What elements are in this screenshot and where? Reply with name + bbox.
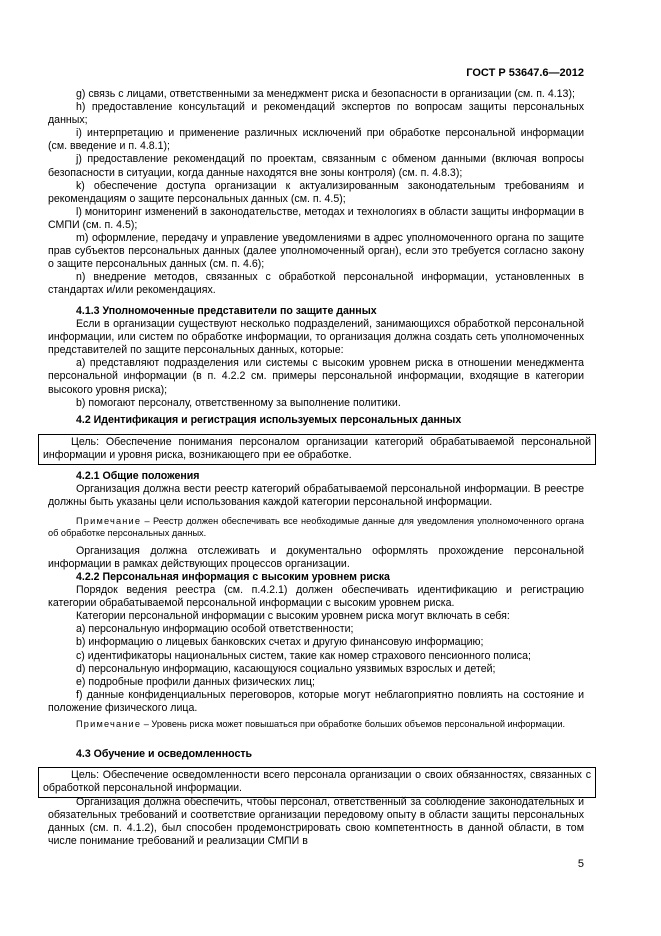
list-item-m: m) оформление, передачу и управление уведомлениями в адрес уполномоченного органа по защите прав субъектов персональных данных (далее уполномоченный орган), если это требуется согласно закону о защите персональных данных (см. п. 4.6); bbox=[48, 232, 584, 271]
section-4-1-3 bbox=[48, 305, 584, 410]
section-4-2-2-item-b: b) информацию о лицевых банковских счетах и другую финансовую информацию; bbox=[76, 636, 484, 649]
section-4-2-1-tail bbox=[48, 545, 584, 571]
section-4-2-1 bbox=[48, 470, 584, 509]
document-id: ГОСТ Р 53647.6—2012 bbox=[466, 67, 584, 79]
section-4-1-3-intro: Если в организации существуют несколько подразделений, занимающихся обработкой персональной информации, или систем по обработке информации, то организация должна создать сеть уполномоченных представителей по защите персональных данных, которые: bbox=[48, 318, 584, 357]
list-continuation bbox=[48, 88, 584, 298]
section-4-2 bbox=[48, 414, 584, 427]
section-title-4-2-1: 4.2.1 Общие положения bbox=[76, 470, 200, 482]
list-item-i: i) интерпретацию и применение различных исключений при обработке персональной информации (см. введение и п. 4.8.1); bbox=[48, 127, 584, 153]
section-4-2-2-item-d: d) персональную информацию, касающуюся социально уязвимых взрослых и детей; bbox=[76, 662, 496, 675]
goal-box-4-2 bbox=[38, 434, 596, 465]
list-item-k: k) обеспечение доступа организации к актуализированным законодательным требованиям и рекомендациям о защите персональных данных (см. п. 4.5); bbox=[48, 179, 584, 205]
section-4-1-3-item-a: a) представляют подразделения или системы с высоким уровнем риска в отношении менеджмента персональной информации (в п. 4.2.2 см. примеры персональной информации, входящие в категории высокого уровня риска); bbox=[48, 357, 584, 396]
section-4-2-2-paragraph-2: Категории персональной информации с высоким уровнем риска могут включать в себя: bbox=[76, 610, 510, 623]
note-text: – Уровень риска может повышаться при обработке больших объемов персональной информации. bbox=[141, 719, 566, 729]
section-4-3-paragraph-1: Организация должна обеспечить, чтобы персонал, ответственный за соблюдение законодательных и обязательных требований и соответствие организации передовому опыту в области защиты персональных данных (см. п. 4.1.2), был способен продемонстрировать свою компетентность в данной области, в том числе понимание требований и реализации СМПИ в bbox=[48, 796, 584, 848]
list-item-n: n) внедрение методов, связанных с обработкой персональной информации, установленных в стандартах и/или рекомендациях. bbox=[48, 271, 584, 297]
section-4-2-2 bbox=[48, 571, 584, 715]
list-item-l: l) мониторинг изменений в законодательстве, методах и технологиях в области защиты информации в СМПИ (см. п. 4.5); bbox=[48, 205, 584, 231]
list-item-g: g) связь с лицами, ответственными за менеджмент риска и безопасности в организации (см. п. 4.13); bbox=[76, 88, 575, 100]
section-4-2-1-paragraph-2: Организация должна отслеживать и документально оформлять прохождение персональной информации в рамках действующих процессов организации. bbox=[48, 545, 584, 571]
list-item-j: j) предоставление рекомендаций по проектам, связанным с обменом данными (включая вопросы безопасности в ситуации, когда данные находятся вне зоны контроля) (см. п. 4.8.3); bbox=[48, 153, 584, 179]
section-4-1-3-item-b: b) помогают персоналу, ответственному за выполнение политики. bbox=[76, 396, 401, 409]
section-title-4-2-2: 4.2.2 Персональная информация с высоким уровнем риска bbox=[76, 571, 390, 583]
section-title-4-3: 4.3 Обучение и осведомленность bbox=[76, 748, 253, 760]
section-4-2-2-item-f: f) данные конфиденциальных переговоров, которые могут неблагоприятно повлиять на состояние и положение физического лица. bbox=[48, 688, 584, 714]
section-4-3 bbox=[48, 748, 584, 761]
section-4-2-2-item-e: e) подробные профили данных физических лиц; bbox=[76, 675, 315, 688]
note-4-2-1 bbox=[48, 515, 584, 539]
section-4-3-body bbox=[48, 796, 584, 848]
goal-box-4-3 bbox=[38, 767, 596, 798]
page-number: 5 bbox=[577, 858, 584, 870]
section-4-2-2-item-a: a) персональную информацию особой ответственности; bbox=[76, 623, 354, 636]
section-title-4-2: 4.2 Идентификация и регистрация используемых персональных данных bbox=[76, 414, 462, 426]
list-item-h: h) предоставление консультаций и рекомендаций экспертов по вопросам защиты персональных данных; bbox=[48, 101, 584, 127]
goal-text-4-3: Цель: Обеспечение осведомленности всего персонала организации о своих обязанностях, связанных с обработкой персональной информации. bbox=[43, 769, 591, 795]
goal-text-4-2: Цель: Обеспечение понимания персоналом организации категорий обрабатываемой персональной информации и уровня риска, возникающего при ее обработке. bbox=[43, 436, 591, 462]
note-label: Примечание bbox=[76, 719, 142, 729]
section-4-2-1-paragraph-1: Организация должна вести реестр категорий обрабатываемой персональной информации. В реестре должны быть указаны цели использования каждой категории персональной информации. bbox=[48, 483, 584, 509]
note-text: – Реестр должен обеспечивать все необходимые данные для уведомления уполномоченного органа об обработке персональных данных. bbox=[48, 516, 584, 538]
note-label: Примечание bbox=[76, 516, 142, 526]
section-title-4-1-3: 4.1.3 Уполномоченные представители по защите данных bbox=[76, 305, 377, 317]
section-4-2-2-item-c: c) идентификаторы национальных систем, такие как номер страхового пенсионного полиса; bbox=[76, 649, 531, 662]
note-4-2-2 bbox=[48, 718, 584, 730]
section-4-2-2-paragraph-1: Порядок ведения реестра (см. п.4.2.1) должен обеспечивать идентификацию и регистрацию категории обрабатываемой персональной информации с высоким уровнем риска. bbox=[48, 584, 584, 610]
